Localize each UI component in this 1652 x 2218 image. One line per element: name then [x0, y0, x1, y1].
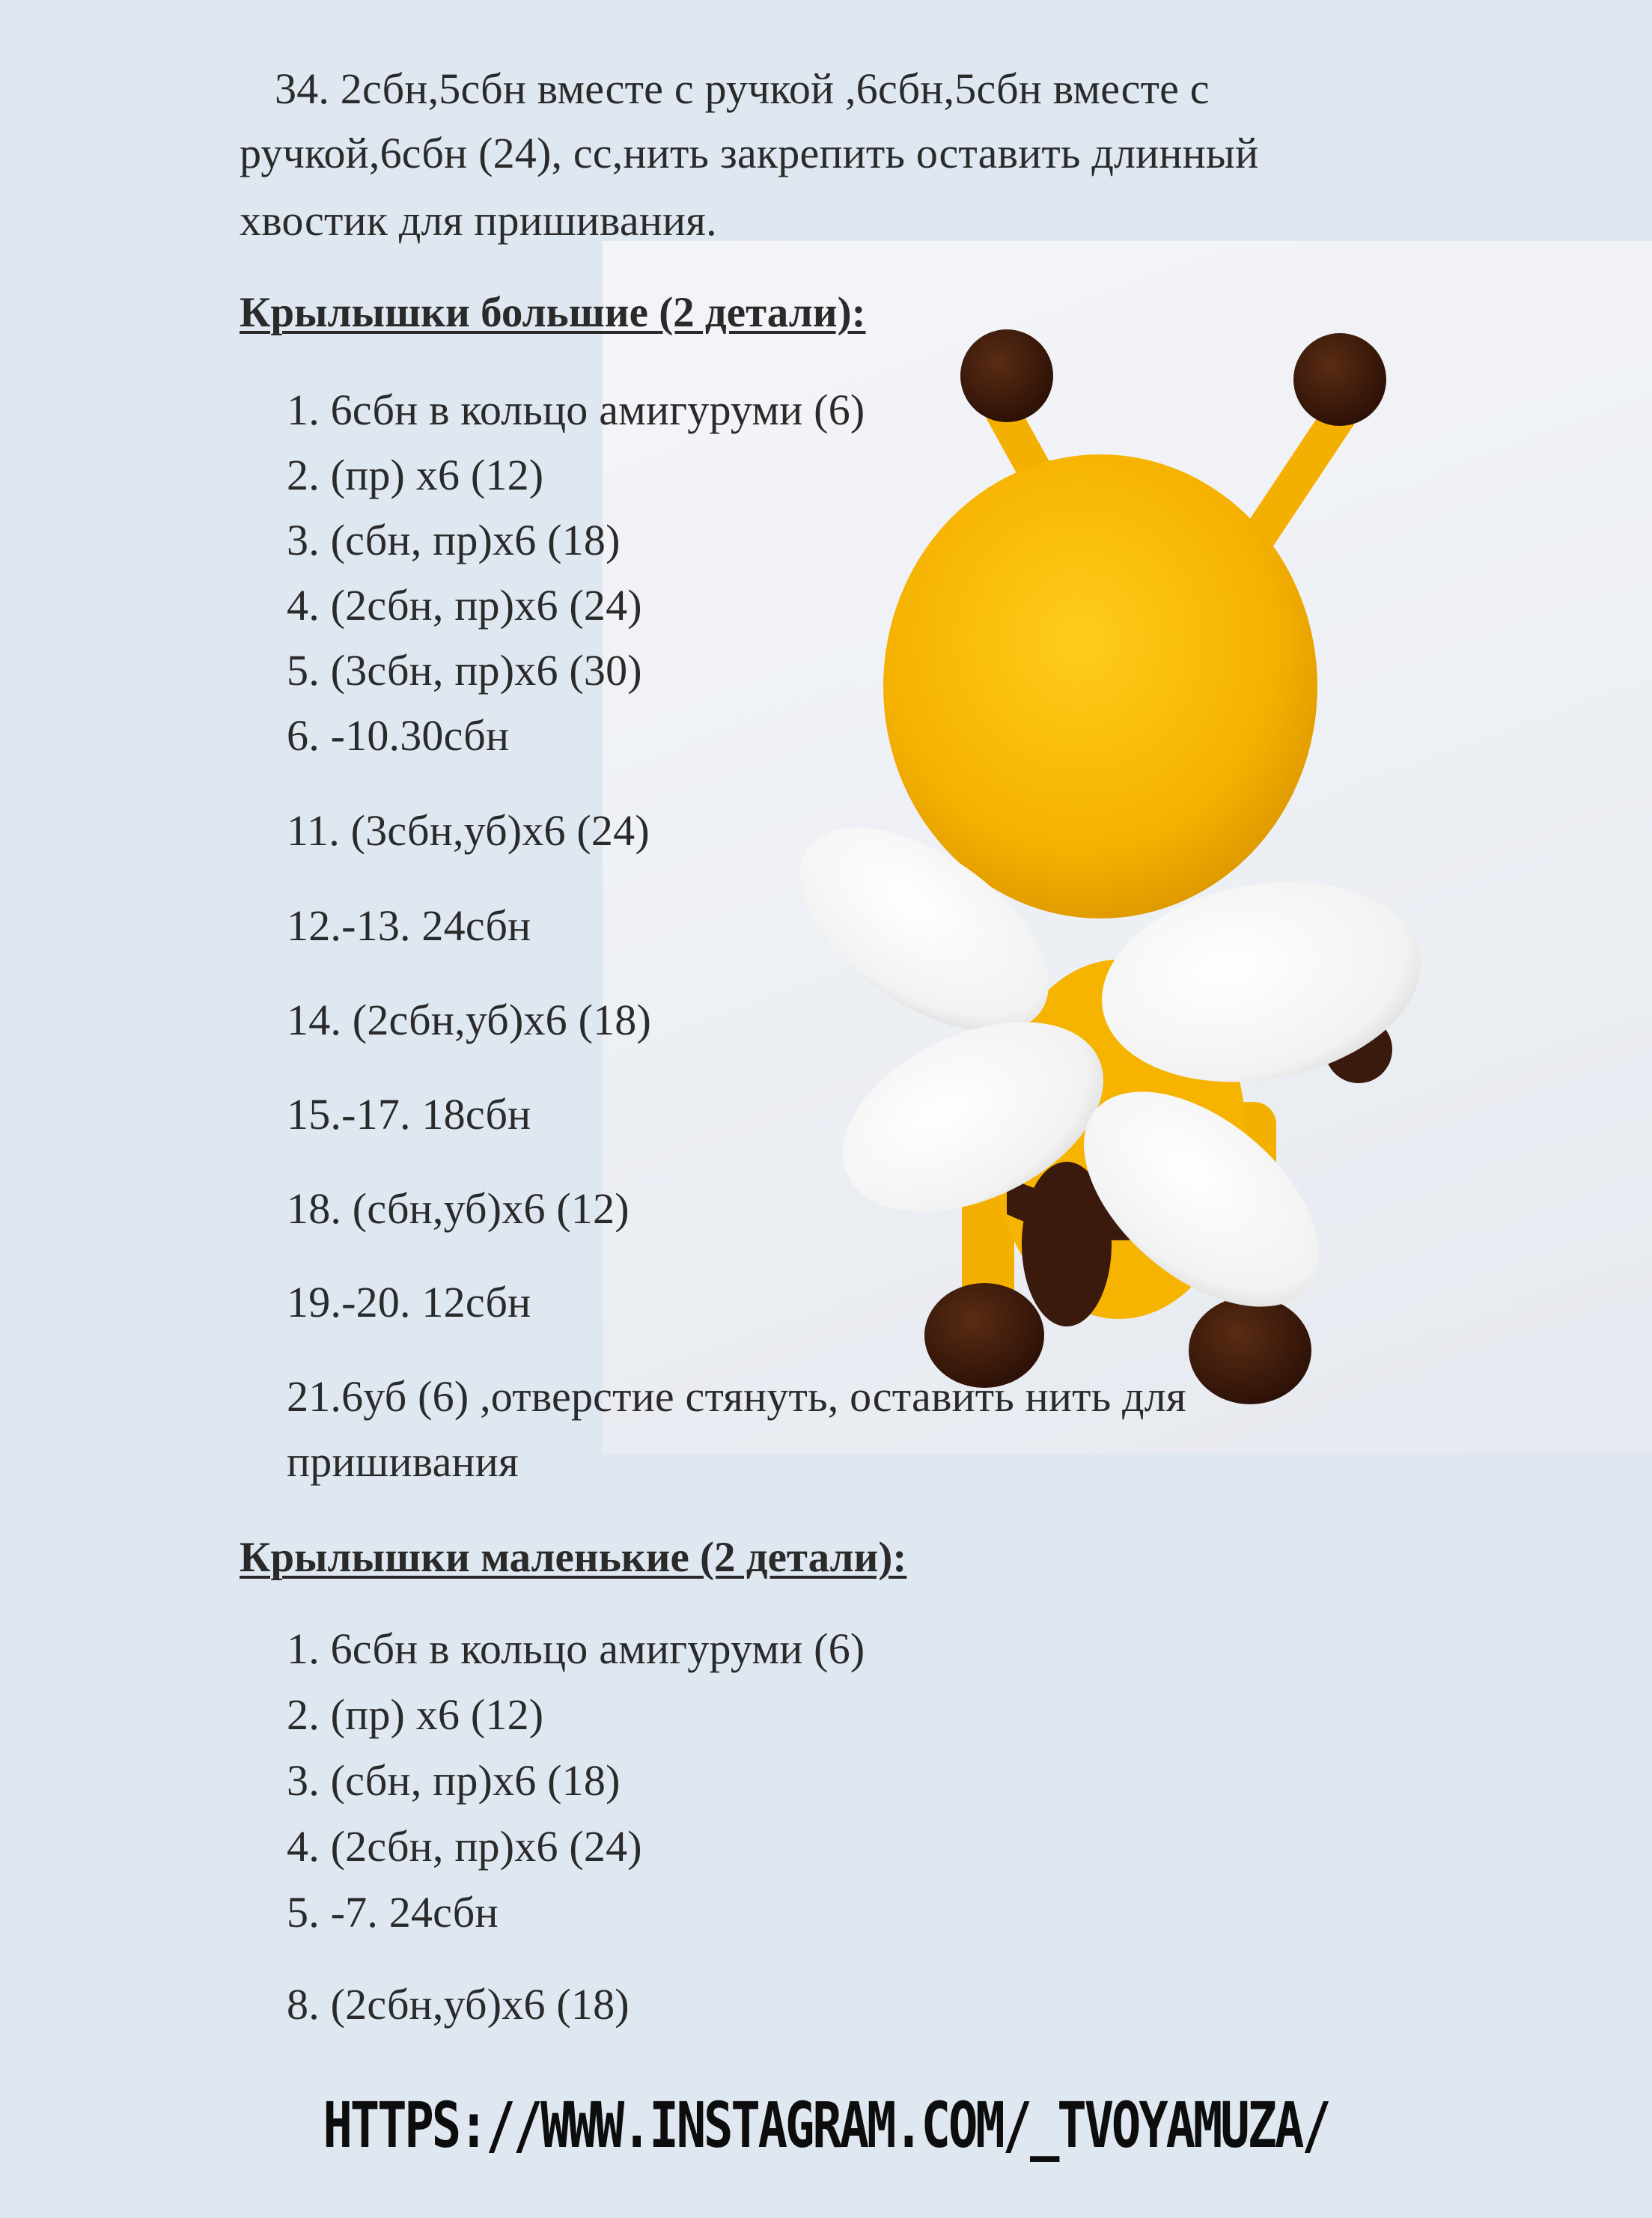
step-line: 3. (сбн, пр)х6 (18)	[287, 516, 621, 564]
intro-line: 34. 2сбн,5сбн вместе с ручкой ,6сбн,5сбн вместе с	[275, 64, 1210, 113]
step-line: 2. (пр) х6 (12)	[287, 1690, 544, 1739]
step-line: 14. (2сбн,уб)х6 (18)	[287, 996, 652, 1044]
step-line: 18. (сбн,уб)х6 (12)	[287, 1184, 630, 1233]
right-foot	[1189, 1297, 1311, 1404]
right-antenna-ball	[1293, 333, 1386, 426]
big-wings-heading: Крылышки большие (2 детали):	[240, 289, 866, 336]
step-line: 11. (3сбн,уб)х6 (24)	[287, 806, 650, 855]
step-line: пришивания	[287, 1437, 519, 1486]
step-line: 8. (2сбн,уб)х6 (18)	[287, 1980, 630, 2029]
step-line: 1. 6сбн в кольцо амигуруми (6)	[287, 386, 865, 434]
step-line: 2. (пр) х6 (12)	[287, 451, 544, 499]
step-line: 21.6уб (6) ,отверстие стянуть, оставить нить для	[287, 1372, 1186, 1421]
step-line: 3. (сбн, пр)х6 (18)	[287, 1756, 621, 1805]
intro-line: хвостик для пришивания.	[240, 196, 717, 245]
step-line: 5. -7. 24сбн	[287, 1888, 499, 1937]
small-wings-heading: Крылышки маленькие (2 детали):	[240, 1534, 907, 1581]
step-line: 4. (2сбн, пр)х6 (24)	[287, 1822, 642, 1871]
intro-line: ручкой,6сбн (24), сс,нить закрепить оставить длинный	[240, 129, 1259, 177]
step-line: 4. (2сбн, пр)х6 (24)	[287, 581, 642, 630]
step-line: 12.-13. 24сбн	[287, 901, 531, 950]
step-line: 19.-20. 12сбн	[287, 1278, 531, 1326]
bee-head	[883, 454, 1317, 918]
step-line: 1. 6сбн в кольцо амигуруми (6)	[287, 1624, 865, 1673]
instagram-url[interactable]: HTTPS://WWW.INSTAGRAM.COM/_TVOYAMUZA/	[323, 2088, 1329, 2162]
step-line: 15.-17. 18сбн	[287, 1090, 531, 1139]
step-line: 6. -10.30сбн	[287, 711, 510, 760]
step-line: 5. (3сбн, пр)х6 (30)	[287, 646, 642, 695]
left-antenna-ball	[960, 329, 1053, 422]
